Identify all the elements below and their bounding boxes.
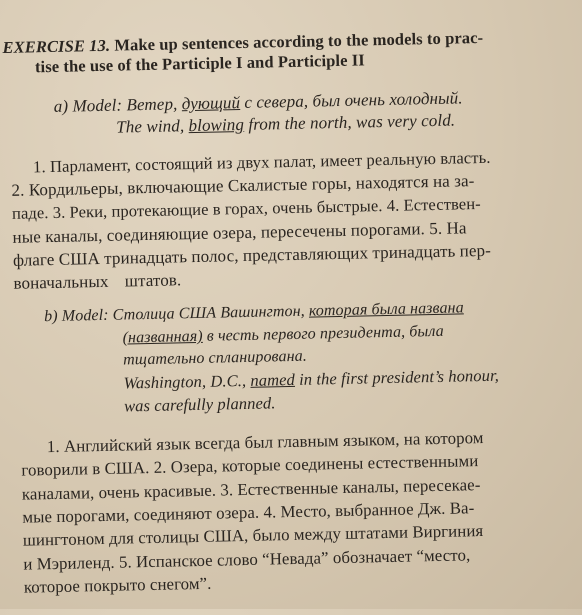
model-a-english: The wind, blowing from the north, was very cold.	[116, 110, 456, 137]
part-b-line: 1. Английский язык всегда был главным языком, на котором	[46, 428, 484, 457]
part-b-line: шингтоном для столицы США, было между штатами Виргиния	[22, 521, 484, 550]
model-b-english-line-1: Washington, D.C., named in the first president’s honour,	[123, 365, 500, 393]
part-a-line: флаге США тринадцать полос, представляющих тринадцать пер-	[12, 240, 492, 270]
part-a-line: воначальных штатов.	[13, 270, 182, 293]
model-a-english-underlined-word: blowing	[188, 114, 245, 136]
model-b-russian-line-1: b) Model: Столица США Вашингтон, которая была названа	[44, 299, 464, 326]
part-a-line: ные каналы, соединяющие озера, пересечены порогами. 5. На	[12, 218, 467, 247]
model-b-underlined-participle: (названная)	[122, 327, 203, 347]
part-a-line: паде. 3. Реки, протекающие в горах, очень быстрые. 4. Естествен-	[11, 194, 481, 223]
part-b-line: говорили в США. 2. Озера, которые соединены естественными	[21, 451, 479, 480]
part-b-line: и Мэриленд. 5. Испанское слово “Невада” обозначает “место,	[23, 545, 471, 574]
part-a-line: 1. Парламент, состоящий из двух палат, имеет реальную власть.	[32, 147, 491, 177]
exercise-title-line-2: tise the use of the Participle I and Participle II	[34, 50, 366, 77]
part-b-line: каналами, очень красивые. 3. Естественные каналы, пересекае-	[21, 475, 481, 504]
model-b-russian-line-2: (названная) в честь первого президента, была	[122, 322, 444, 347]
model-b-russian-line-3: тщательно спланирована.	[122, 347, 308, 369]
model-b-english-line-2: was carefully planned.	[123, 393, 276, 416]
part-a-line: 2. Кордильеры, включающие Скалистые горы, находятся на за-	[11, 171, 475, 200]
model-a-russian: a) Model: Ветер, дующий с севера, был очень холодный.	[53, 88, 463, 116]
model-b-english-underlined-word: named	[250, 369, 296, 390]
part-b-line: мые порогами, соединяют озера. 4. Место, выбранное Дж. Ва-	[22, 498, 475, 527]
exercise-label: EXERCISE 13.	[2, 35, 111, 57]
model-b-underlined-phrase: которая была названа	[308, 299, 464, 320]
exercise-title-line-1: Make up sentences according to the models to prac-	[114, 27, 484, 55]
part-b-line: которое покрыто снегом”.	[23, 573, 212, 597]
model-a-underlined-word: дующий	[181, 93, 241, 114]
